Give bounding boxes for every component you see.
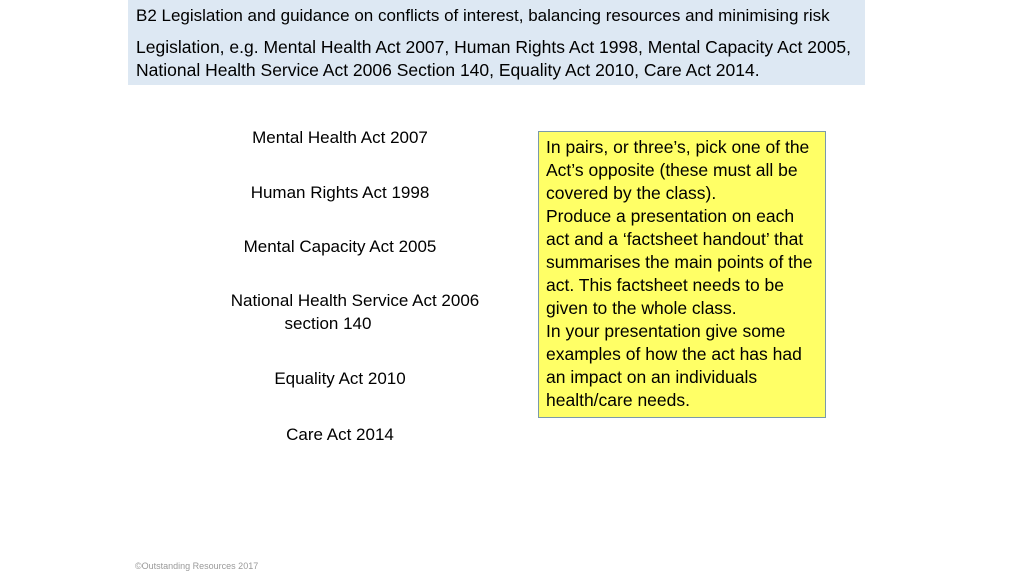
header-banner: [128, 0, 865, 85]
slide-title: B2 Legislation and guidance on conflicts of interest, balancing resources and minimising risk: [136, 6, 830, 25]
act-nhs-section: section 140: [284, 314, 372, 333]
act-nhs: National Health Service Act 2006: [230, 291, 480, 310]
act-equality: Equality Act 2010: [274, 369, 406, 388]
copyright-footer: ©Outstanding Resources 2017: [135, 561, 259, 571]
task-paragraph: In pairs, or three’s, pick one of the Act’s opposite (these must all be covered by the class).: [546, 137, 810, 203]
task-paragraph: In your presentation give some examples of how the act has had an impact on an individuals health/care needs.: [546, 321, 802, 410]
act-mental-capacity: Mental Capacity Act 2005: [243, 237, 437, 256]
act-mental-health: Mental Health Act 2007: [252, 128, 428, 147]
task-instructions-box: [538, 131, 826, 418]
act-care: Care Act 2014: [286, 425, 394, 444]
legislation-summary: Legislation, e.g. Mental Health Act 2007, Human Rights Act 1998, Mental Capacity Act 2005, National Health Service Act 2006 Section 140, Equality Act 2010, Care Act 2014.: [136, 37, 852, 80]
task-paragraph: Produce a presentation on each act and a ‘factsheet handout’ that summarises the main points of the act. This factsheet needs to be given to the whole class.: [546, 206, 813, 318]
act-human-rights: Human Rights Act 1998: [250, 183, 430, 202]
